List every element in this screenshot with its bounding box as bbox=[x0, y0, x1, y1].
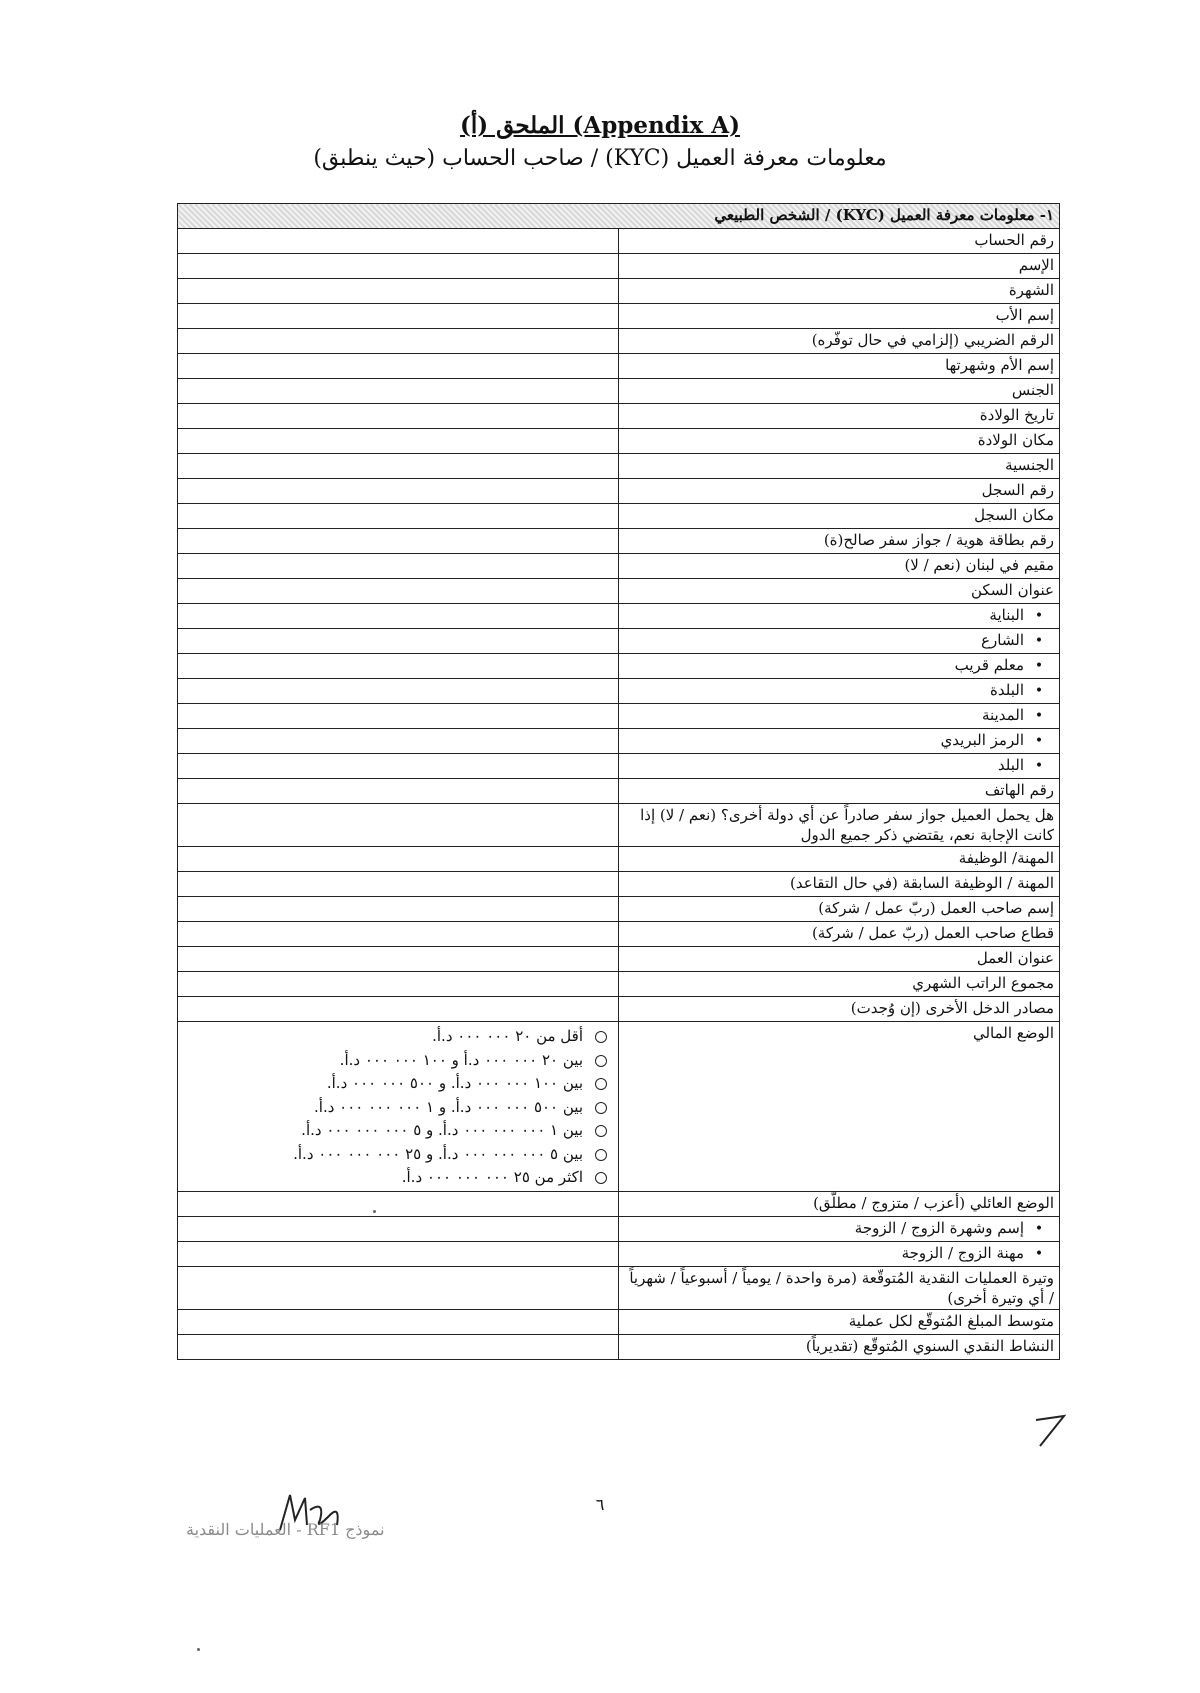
section-heading: ١- معلومات معرفة العميل (KYC) / الشخص الطبيعي bbox=[178, 204, 1060, 229]
spouse-subitem: مهنة الزوج / الزوجة bbox=[901, 1243, 1024, 1262]
field-label: رقم الهاتف bbox=[619, 779, 1060, 804]
table-row bbox=[178, 804, 1060, 847]
bullet-icon: • bbox=[1034, 608, 1044, 624]
field-value[interactable] bbox=[178, 804, 619, 847]
section-heading-row bbox=[178, 204, 1060, 229]
field-value[interactable] bbox=[178, 997, 619, 1022]
field-value[interactable] bbox=[178, 554, 619, 579]
field-value[interactable] bbox=[178, 429, 619, 454]
field-value[interactable] bbox=[178, 779, 619, 804]
field-value[interactable] bbox=[178, 379, 619, 404]
table-row bbox=[178, 1241, 1060, 1266]
field-value[interactable] bbox=[178, 847, 619, 872]
table-row bbox=[178, 379, 1060, 404]
radio-circle-icon[interactable] bbox=[595, 1031, 607, 1043]
radio-option[interactable]: اكثر من ٢٥ ٠٠٠ ٠٠٠ ٠٠٠ د.أ. bbox=[183, 1166, 613, 1190]
field-value[interactable] bbox=[178, 729, 619, 754]
table-row bbox=[178, 454, 1060, 479]
field-value[interactable] bbox=[178, 897, 619, 922]
address-subitem: البناية bbox=[989, 606, 1024, 624]
field-label: متوسط المبلغ المُتوقّع لكل عملية bbox=[619, 1309, 1060, 1334]
spouse-subitem: إسم وشهرة الزوج / الزوجة bbox=[854, 1218, 1024, 1237]
table-row bbox=[178, 729, 1060, 754]
table-row bbox=[178, 972, 1060, 997]
field-label: مصادر الدخل الأخرى (إن وُجدت) bbox=[619, 997, 1060, 1022]
field-label: إسم الأب bbox=[619, 304, 1060, 329]
footer-form-code: نموذج RF1 - العمليات النقدية bbox=[186, 1520, 385, 1539]
field-label: النشاط النقدي السنوي المُتوقّع (تقديرياً) bbox=[619, 1334, 1060, 1359]
field-value[interactable] bbox=[178, 1191, 619, 1216]
field-value[interactable] bbox=[178, 1216, 619, 1241]
field-label: رقم بطاقة هوية / جواز سفر صالح(ة) bbox=[619, 529, 1060, 554]
field-label: مكان الولادة bbox=[619, 429, 1060, 454]
field-label: الإسم bbox=[619, 254, 1060, 279]
field-label: رقم السجل bbox=[619, 479, 1060, 504]
field-label: مكان السجل bbox=[619, 504, 1060, 529]
bullet-icon: • bbox=[1034, 708, 1044, 724]
table-row bbox=[178, 604, 1060, 629]
table-row bbox=[178, 679, 1060, 704]
radio-option[interactable]: بين ١٠٠ ٠٠٠ ٠٠٠ د.أ. و ٥٠٠ ٠٠٠ ٠٠٠ د.أ. bbox=[183, 1072, 613, 1096]
bullet-icon: • bbox=[1034, 1245, 1044, 1262]
field-value[interactable] bbox=[178, 354, 619, 379]
field-value[interactable] bbox=[178, 704, 619, 729]
field-value[interactable] bbox=[178, 229, 619, 254]
field-label: الشهرة bbox=[619, 279, 1060, 304]
table-row bbox=[178, 279, 1060, 304]
field-value[interactable] bbox=[178, 404, 619, 429]
handwritten-mark bbox=[1030, 1410, 1070, 1450]
table-row bbox=[178, 704, 1060, 729]
field-value[interactable] bbox=[178, 1266, 619, 1309]
field-value[interactable] bbox=[178, 629, 619, 654]
kyc-form-table bbox=[177, 203, 1060, 1360]
field-value[interactable] bbox=[178, 679, 619, 704]
table-row bbox=[178, 779, 1060, 804]
radio-option[interactable]: بين ٢٠ ٠٠٠ ٠٠٠ د.أ و ١٠٠ ٠٠٠ ٠٠٠ د.أ. bbox=[183, 1049, 613, 1073]
address-subitem: المدينة bbox=[981, 706, 1024, 724]
table-row bbox=[178, 354, 1060, 379]
field-value[interactable] bbox=[178, 1309, 619, 1334]
bullet-icon: • bbox=[1034, 758, 1044, 774]
field-label: عنوان السكن bbox=[619, 579, 1060, 604]
field-label: وتيرة العمليات النقدية المُتوقّعة (مرة واحدة / يومياً / أسبوعياً / شهرياً / أي وتيرة أخرى) bbox=[619, 1266, 1060, 1309]
field-label: المهنة / الوظيفة السابقة (في حال التقاعد) bbox=[619, 872, 1060, 897]
field-label: إسم صاحب العمل (ربّ عمل / شركة) bbox=[619, 897, 1060, 922]
address-subitem: الشارع bbox=[981, 631, 1024, 649]
table-row bbox=[178, 897, 1060, 922]
field-label: الرقم الضريبي (إلزامي في حال توفّره) bbox=[619, 329, 1060, 354]
address-subitem: معلم قريب bbox=[954, 656, 1024, 674]
speck bbox=[197, 1648, 200, 1651]
field-value[interactable] bbox=[178, 1241, 619, 1266]
field-value[interactable] bbox=[178, 1334, 619, 1359]
table-row bbox=[178, 872, 1060, 897]
field-value[interactable] bbox=[178, 454, 619, 479]
table-row bbox=[178, 254, 1060, 279]
field-label: الوضع المالي bbox=[619, 1022, 1060, 1192]
table-row bbox=[178, 529, 1060, 554]
radio-circle-icon[interactable] bbox=[595, 1125, 607, 1137]
field-label: مجموع الراتب الشهري bbox=[619, 972, 1060, 997]
field-value[interactable] bbox=[178, 972, 619, 997]
bullet-icon: • bbox=[1034, 1220, 1044, 1237]
field-value[interactable] bbox=[178, 479, 619, 504]
radio-circle-icon[interactable] bbox=[595, 1102, 607, 1114]
radio-option[interactable]: أقل من ٢٠ ٠٠٠ ٠٠٠ د.أ. bbox=[183, 1025, 613, 1049]
table-row bbox=[178, 1191, 1060, 1216]
table-row bbox=[178, 579, 1060, 604]
field-label: قطاع صاحب العمل (ربّ عمل / شركة) bbox=[619, 922, 1060, 947]
field-value[interactable] bbox=[178, 504, 619, 529]
table-row bbox=[178, 922, 1060, 947]
table-row bbox=[178, 429, 1060, 454]
field-value[interactable] bbox=[178, 279, 619, 304]
field-label: الوضع العائلي (أعزب / متزوج / مطلّق) bbox=[619, 1191, 1060, 1216]
table-row bbox=[178, 329, 1060, 354]
page-number: ٦ bbox=[595, 1495, 605, 1514]
table-row bbox=[178, 1309, 1060, 1334]
table-row bbox=[178, 1266, 1060, 1309]
radio-circle-icon[interactable] bbox=[595, 1149, 607, 1161]
table-row bbox=[178, 847, 1060, 872]
page-title: الملحق (أ) (Appendix A) bbox=[459, 112, 741, 139]
field-value[interactable] bbox=[178, 304, 619, 329]
table-row bbox=[178, 654, 1060, 679]
field-label: إسم الأم وشهرتها bbox=[619, 354, 1060, 379]
table-row bbox=[178, 947, 1060, 972]
address-subitem: الرمز البريدي bbox=[940, 731, 1024, 749]
radio-option[interactable]: بين ١ ٠٠٠ ٠٠٠ ٠٠٠ د.أ. و ٥ ٠٠٠ ٠٠٠ ٠٠٠ د.أ. bbox=[183, 1119, 613, 1143]
page-subtitle: معلومات معرفة العميل (KYC) / صاحب الحساب (حيث ينطبق) bbox=[313, 146, 887, 171]
field-label: الجنس bbox=[619, 379, 1060, 404]
field-value[interactable] bbox=[178, 872, 619, 897]
table-row bbox=[178, 1334, 1060, 1359]
field-value[interactable] bbox=[178, 947, 619, 972]
financial-options-list bbox=[183, 1025, 613, 1190]
field-value[interactable] bbox=[178, 254, 619, 279]
table-row bbox=[178, 479, 1060, 504]
field-value[interactable] bbox=[178, 329, 619, 354]
field-label: رقم الحساب bbox=[619, 229, 1060, 254]
field-value[interactable] bbox=[178, 579, 619, 604]
radio-option[interactable]: بين ٥٠٠ ٠٠٠ ٠٠٠ د.أ. و ١ ٠٠٠ ٠٠٠ ٠٠٠ د.أ. bbox=[183, 1096, 613, 1120]
field-label: الجنسية bbox=[619, 454, 1060, 479]
field-value[interactable] bbox=[178, 604, 619, 629]
table-row bbox=[178, 1216, 1060, 1241]
field-label: المهنة/ الوظيفة bbox=[619, 847, 1060, 872]
radio-circle-icon[interactable] bbox=[595, 1172, 607, 1184]
field-label: مقيم في لبنان (نعم / لا) bbox=[619, 554, 1060, 579]
field-label: عنوان العمل bbox=[619, 947, 1060, 972]
field-value[interactable] bbox=[178, 922, 619, 947]
bullet-icon: • bbox=[1034, 633, 1044, 649]
radio-circle-icon[interactable] bbox=[595, 1055, 607, 1067]
field-label: هل يحمل العميل جواز سفر صادراً عن أي دولة أخرى؟ (نعم / لا) إذا كانت الإجابة نعم، يقتضي ذكر جميع الدول bbox=[619, 804, 1060, 847]
bullet-icon: • bbox=[1034, 733, 1044, 749]
financial-status-row bbox=[178, 1022, 1060, 1192]
bullet-icon: • bbox=[1034, 683, 1044, 699]
address-subitem: البلدة bbox=[990, 681, 1024, 699]
radio-option[interactable]: بين ٥ ٠٠٠ ٠٠٠ ٠٠٠ د.أ. و ٢٥ ٠٠٠ ٠٠٠ ٠٠٠ د.أ. bbox=[183, 1143, 613, 1167]
table-row bbox=[178, 629, 1060, 654]
table-row bbox=[178, 554, 1060, 579]
table-row bbox=[178, 754, 1060, 779]
table-row bbox=[178, 404, 1060, 429]
table-row bbox=[178, 997, 1060, 1022]
table-row bbox=[178, 304, 1060, 329]
field-value[interactable] bbox=[178, 654, 619, 679]
table-row bbox=[178, 504, 1060, 529]
radio-circle-icon[interactable] bbox=[595, 1078, 607, 1090]
table-row bbox=[178, 229, 1060, 254]
speck bbox=[373, 1210, 376, 1213]
field-value[interactable] bbox=[178, 754, 619, 779]
bullet-icon: • bbox=[1034, 658, 1044, 674]
address-subitem: البلد bbox=[997, 756, 1024, 774]
field-value[interactable] bbox=[178, 529, 619, 554]
field-label: تاريخ الولادة bbox=[619, 404, 1060, 429]
